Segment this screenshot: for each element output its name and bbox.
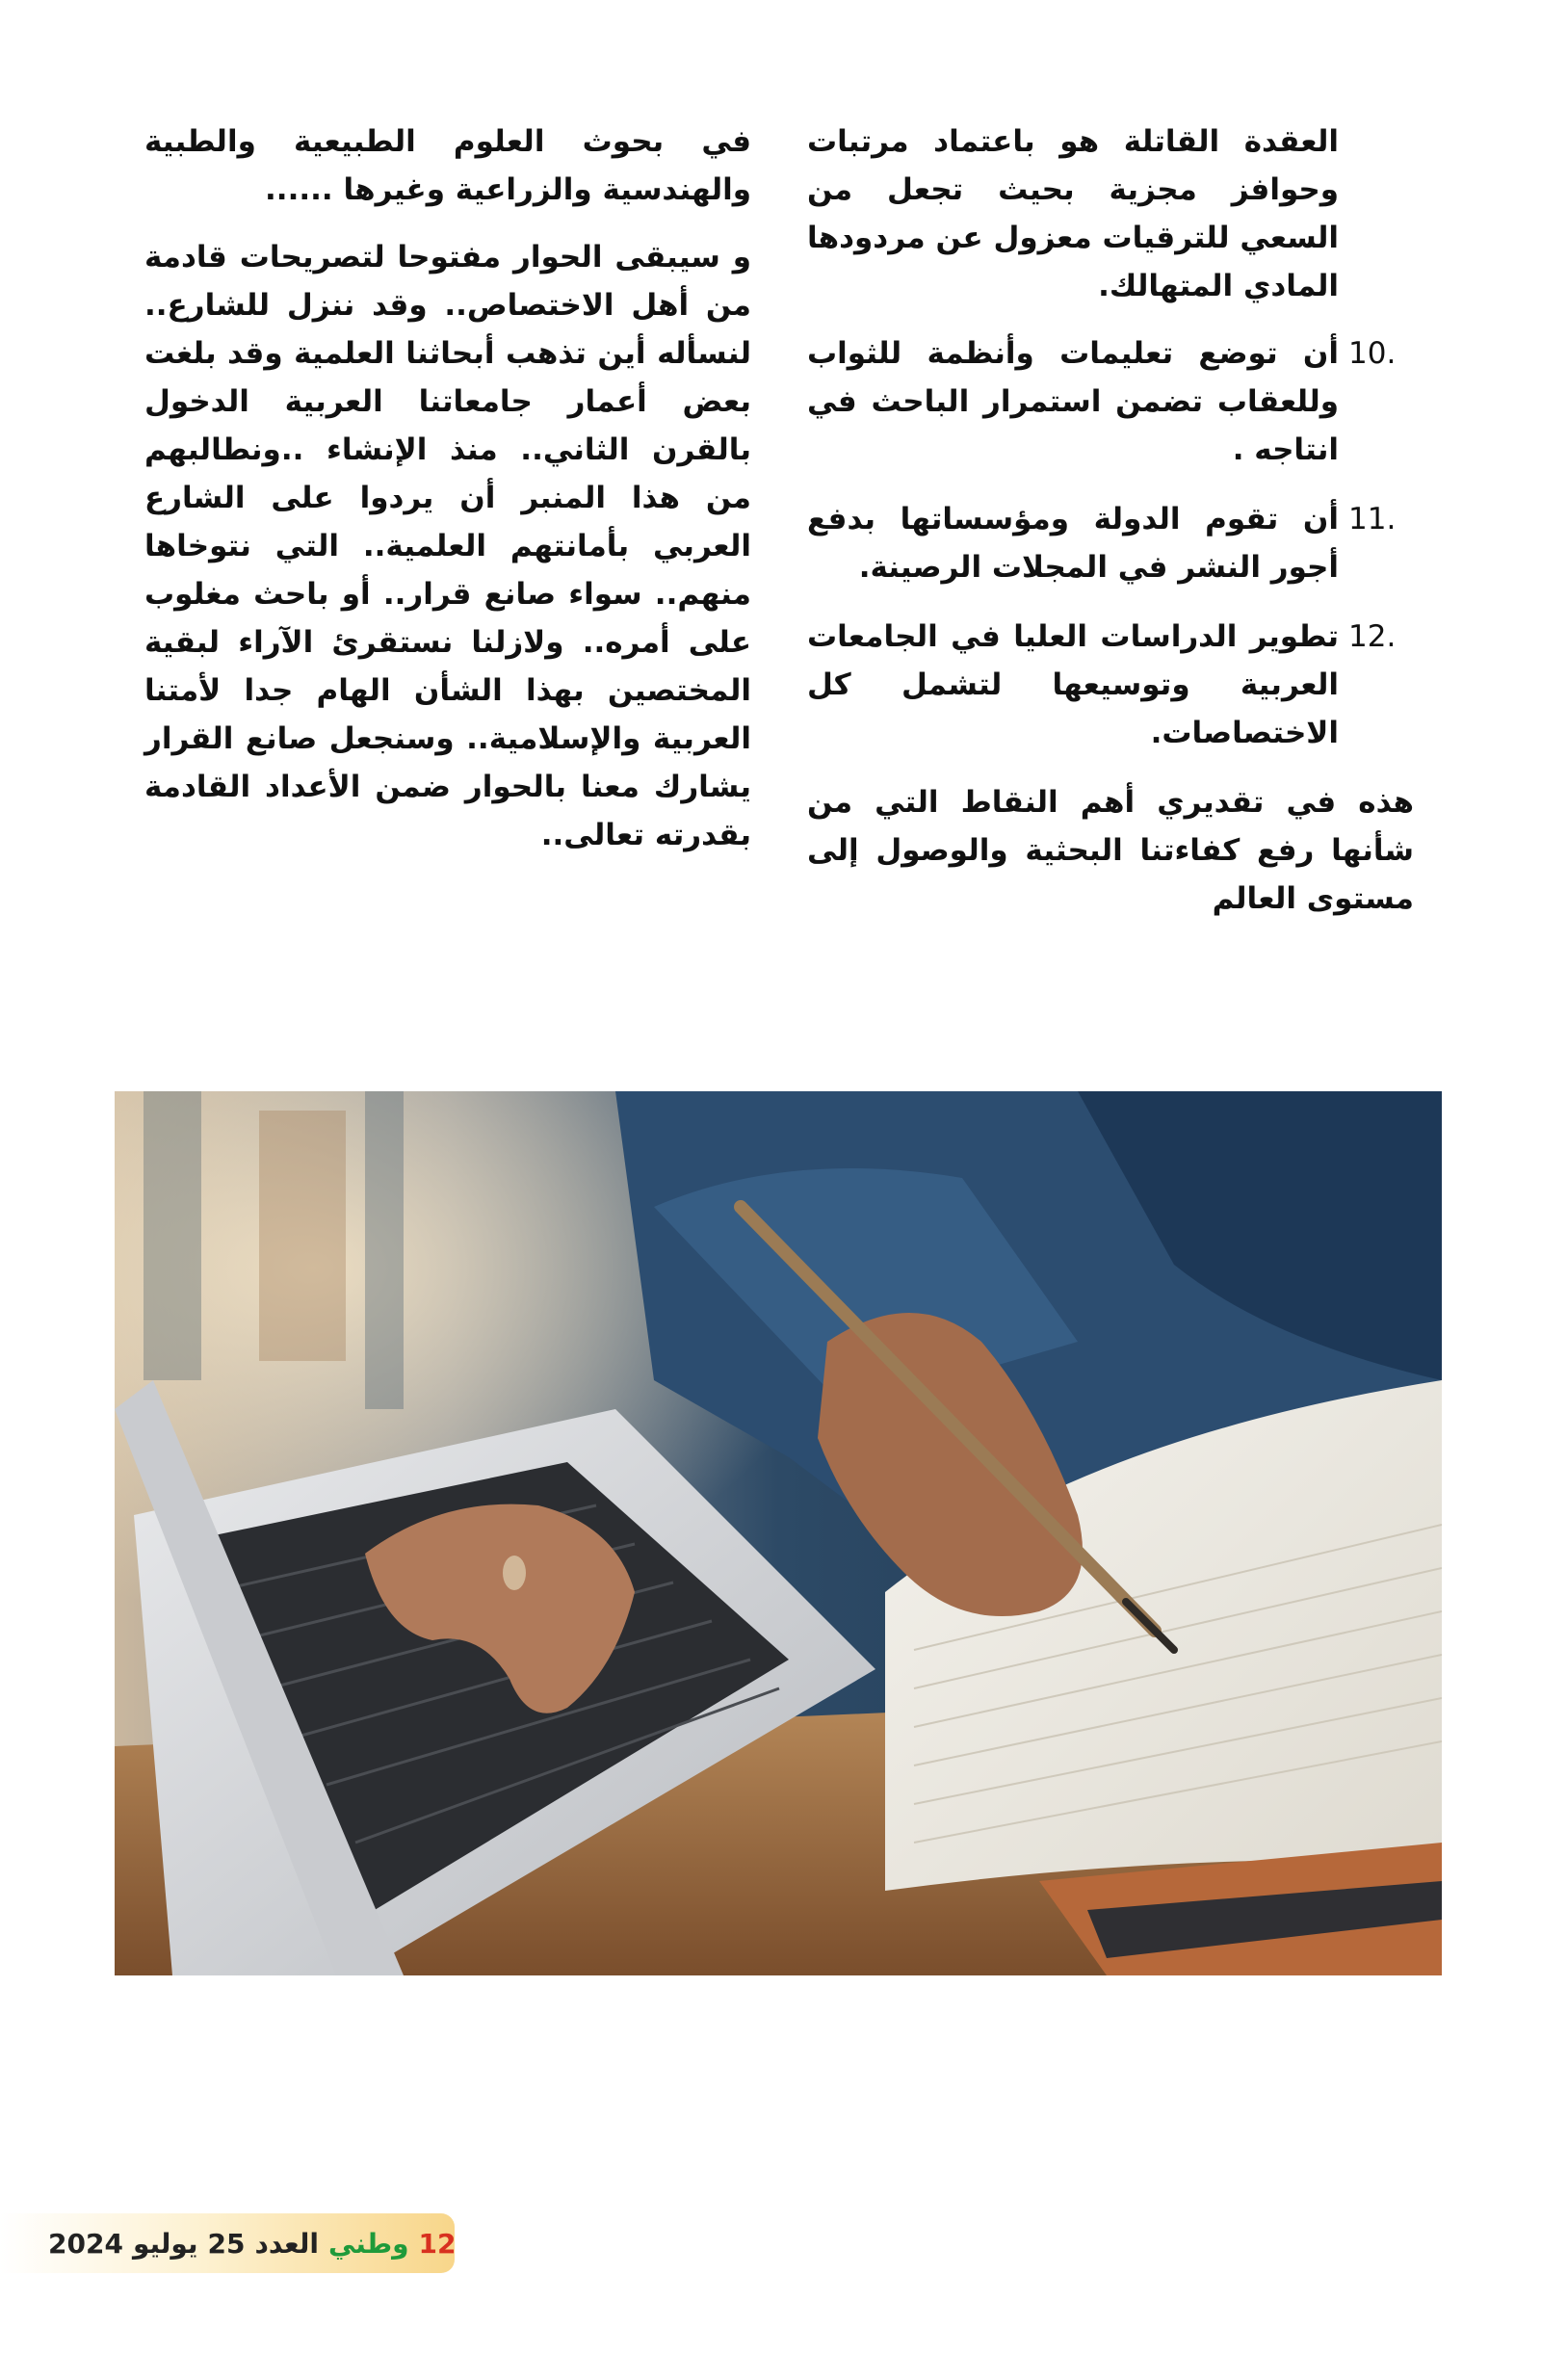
left-paragraph-1: في بحوث العلوم الطبيعية والطبية والهندسية والزراعية وغيرها ...... <box>144 124 751 207</box>
list-text: أن تقوم الدولة ومؤسساتها بدفع أجور النشر في المجلات الرصينة. <box>807 502 1339 585</box>
page-number: 12 <box>418 2227 457 2260</box>
intro-paragraph: العقدة القاتلة هو باعتماد مرتبات وحوافز مجزية بحيث تجعل من السعي للترقيات معزول عن مردودها المادي المتهالك. <box>807 124 1339 303</box>
footer-issue-number: 25 <box>207 2227 246 2260</box>
right-column <box>807 118 1414 942</box>
list-item <box>807 495 1397 591</box>
left-column <box>144 118 751 878</box>
footer-brand: وطني <box>327 2227 409 2260</box>
list-item <box>807 613 1397 757</box>
footer-year: 2024 <box>48 2227 123 2260</box>
list-item <box>807 329 1397 474</box>
list-text: أن توضع تعليمات وأنظمة للثواب وللعقاب تضمن استمرار الباحث في انتاجه . <box>807 336 1339 467</box>
list-number: 11. <box>1348 502 1397 536</box>
left-paragraph-2: و سيبقى الحوار مفتوحا لتصريحات قادمة من أهل الاختصاص.. وقد ننزل للشارع.. لنسأله أين تذهب أبحاثنا العلمية وقد بلغت بعض أعمار جامعاتنا العربية الدخول بالقرن الثاني.. منذ الإنشاء ..ونطالبهم من هذا المنبر أن يردوا على الشارع العربي بأمانتهم العلمية.. التي نتوخاها منهم.. سواء صانع قرار.. أو باحث مغلوب على أمره.. ولازلنا نستقرئ الآراء لبقية المختصين بهذا الشأن الهام جدا لأمتنا العربية والإسلامية.. وسنجعل صانع القرار يشارك معنا بالحوار ضمن الأعداد القادمة بقدرته تعالى.. <box>144 240 751 852</box>
list-text: تطوير الدراسات العليا في الجامعات العربية وتوسيعها لتشمل كل الاختصاصات. <box>807 619 1339 750</box>
list-number: 12. <box>1348 619 1397 654</box>
closing-paragraph: هذه في تقديري أهم النقاط التي من شأنها رفع كفاءتنا البحثية والوصول إلى مستوى العالم <box>807 785 1414 916</box>
footer-month: يوليو <box>132 2227 198 2260</box>
page-footer <box>0 2213 455 2273</box>
list-number: 10. <box>1348 336 1397 371</box>
footer-issue-label: العدد <box>254 2227 319 2260</box>
article-photo <box>115 1091 1442 1975</box>
